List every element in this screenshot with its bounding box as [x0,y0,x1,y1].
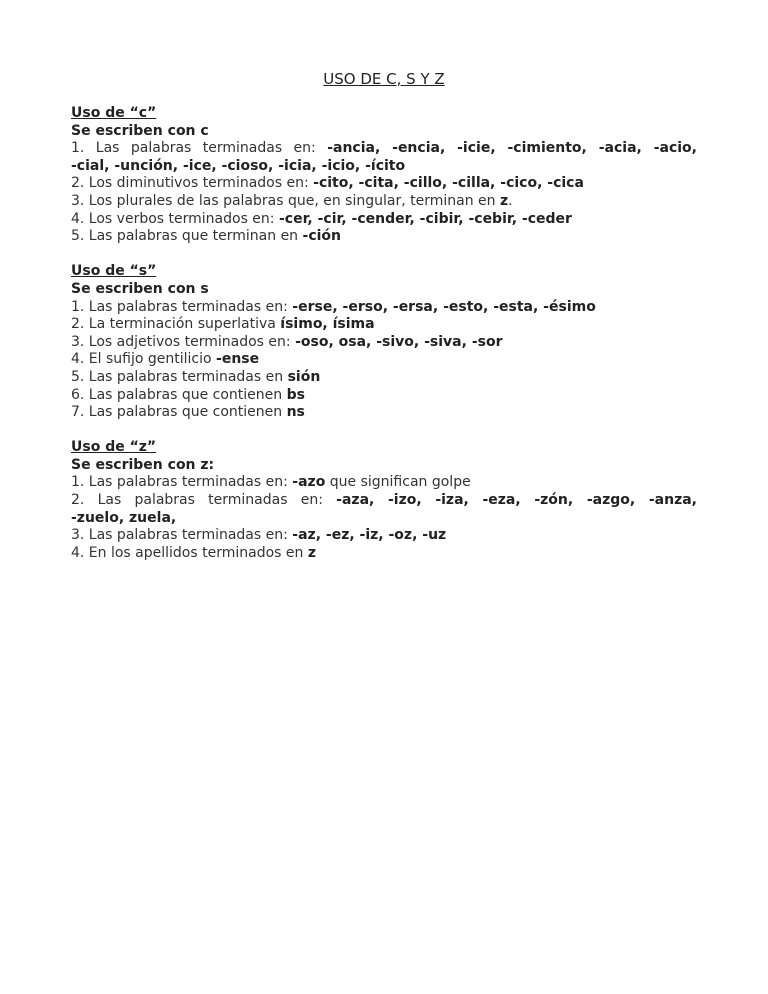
rule-item: 4. El sufijo gentilicio -ense [71,351,260,368]
section-z [71,439,697,562]
rule-item: 2. Los diminutivos terminados en: -cito, -cita, -cillo, -cilla, -cico, -cica [71,175,584,192]
section-subheading: Se escriben con z: [71,456,215,473]
rule-item: 1. Las palabras terminadas en: -azo que significan golpe [71,474,471,491]
rule-item: -cial, -unción, -ice, -cioso, -icia, -icio, -ícito [71,157,406,174]
section-heading: Uso de “c” [71,105,157,121]
rule-item: 7. Las palabras que contienen ns [71,404,305,421]
rule-item: 3. Los adjetivos terminados en: -oso, osa, -sivo, -siva, -sor [71,333,503,350]
rule-item: 2. La terminación superlativa ísimo, ísima [71,316,375,333]
rule-item: 5. Las palabras terminadas en sión [71,368,321,385]
rule-item: 1. Las palabras terminadas en: -erse, -erso, -ersa, -esto, -esta, -ésimo [71,298,596,315]
rule-item: 6. Las palabras que contienen bs [71,386,305,403]
rule-item: 4. Los verbos terminados en: -cer, -cir, -cender, -cibir, -cebir, -ceder [71,210,572,227]
rule-item: 4. En los apellidos terminados en z [71,544,317,561]
rule-item: -zuelo, zuela, [71,509,177,526]
section-heading: Uso de “z” [71,439,157,456]
section-s [71,263,697,421]
rule-item: 5. Las palabras que terminan en -ción [71,228,342,245]
section-c [71,105,697,246]
rule-item: 3. Las palabras terminadas en: -az, -ez, -iz, -oz, -uz [71,527,447,544]
section-heading: Uso de “s” [71,263,157,280]
section-subheading: Se escriben con s [71,280,209,297]
document-body [71,105,697,562]
rule-item: 3. Los plurales de las palabras que, en singular, terminan en z. [71,192,513,209]
section-subheading: Se escriben con c [71,122,209,139]
rule-item: 2. Las palabras terminadas en: -aza, -izo, -iza, -eza, -zón, -azgo, -anza, [71,492,698,509]
rule-item: 1. Las palabras terminadas en: -ancia, -encia, -icie, -cimiento, -acia, -acio, [71,140,697,157]
page-title: USO DE C, S Y Z [323,70,445,88]
